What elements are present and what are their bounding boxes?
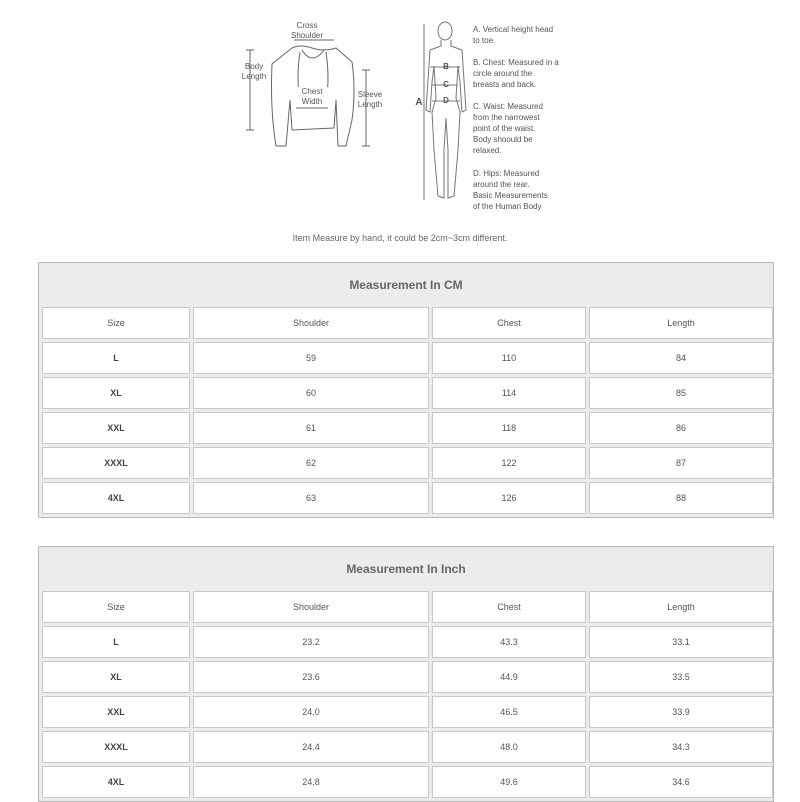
shoulder-cell: 24.8 <box>193 766 429 798</box>
measurement-note: Item Measure by hand, it could be 2cm~3cm different. <box>292 233 508 243</box>
table-row <box>42 661 773 693</box>
table-row <box>42 412 773 444</box>
shoulder-cell: 23.6 <box>193 661 429 693</box>
chest-cell: 49.6 <box>432 766 586 798</box>
header-size: Size <box>42 591 190 623</box>
length-cell: 84 <box>589 342 773 374</box>
size-cell: 4XL <box>42 766 190 798</box>
table-title: Measurement In Inch <box>39 547 773 591</box>
shoulder-cell: 62 <box>193 447 429 479</box>
table-row <box>42 447 773 479</box>
length-cell: 88 <box>589 482 773 514</box>
shoulder-cell: 59 <box>193 342 429 374</box>
size-cell: XXXL <box>42 731 190 763</box>
table-row <box>42 696 773 728</box>
measurement-diagram <box>0 0 800 250</box>
cross-shoulder-label: Cross Shoulder <box>290 21 324 40</box>
chest-cell: 110 <box>432 342 586 374</box>
chest-cell: 46.5 <box>432 696 586 728</box>
header-length: Length <box>589 307 773 339</box>
table-row <box>42 626 773 658</box>
size-cell: L <box>42 342 190 374</box>
chest-cell: 48.0 <box>432 731 586 763</box>
table-row <box>42 342 773 374</box>
table-row <box>42 482 773 514</box>
chest-cell: 114 <box>432 377 586 409</box>
body-length-label: Body Length <box>241 62 267 81</box>
shoulder-cell: 60 <box>193 377 429 409</box>
chest-cell: 118 <box>432 412 586 444</box>
size-cell: XL <box>42 661 190 693</box>
chest-cell: 43.3 <box>432 626 586 658</box>
chest-cell: 44.9 <box>432 661 586 693</box>
length-cell: 33.1 <box>589 626 773 658</box>
length-cell: 34.6 <box>589 766 773 798</box>
size-cell: XXL <box>42 412 190 444</box>
table-row <box>42 731 773 763</box>
shoulder-cell: 61 <box>193 412 429 444</box>
length-cell: 34.3 <box>589 731 773 763</box>
header-shoulder: Shoulder <box>193 591 429 623</box>
length-cell: 33.9 <box>589 696 773 728</box>
chest-width-label: Chest Width <box>296 87 328 107</box>
table-row <box>42 766 773 798</box>
length-cell: 86 <box>589 412 773 444</box>
legend-item-b: B. Chest: Measured in a circle around the breasts and back. <box>473 58 559 89</box>
marker-a: A <box>415 97 423 108</box>
marker-b: B <box>443 62 449 71</box>
header-size: Size <box>42 307 190 339</box>
size-cell: XXL <box>42 696 190 728</box>
size-cell: XL <box>42 377 190 409</box>
header-chest: Chest <box>432 591 586 623</box>
size-cell: L <box>42 626 190 658</box>
length-cell: 33.5 <box>589 661 773 693</box>
header-chest: Chest <box>432 307 586 339</box>
marker-c: C <box>443 80 449 89</box>
marker-d: D <box>443 96 449 105</box>
chest-cell: 126 <box>432 482 586 514</box>
table-row <box>42 377 773 409</box>
length-cell: 87 <box>589 447 773 479</box>
garment-sketch <box>0 0 800 250</box>
legend-item-d: D. Hips: Measured around the rear. Basic Measurements of the Human Body <box>473 169 548 211</box>
shoulder-cell: 24.0 <box>193 696 429 728</box>
size-cell: XXXL <box>42 447 190 479</box>
shoulder-cell: 23.2 <box>193 626 429 658</box>
header-shoulder: Shoulder <box>193 307 429 339</box>
sleeve-length-label: Sleeve Length <box>357 90 383 109</box>
legend-item-a: A. Vertical height head to toe. <box>473 25 554 45</box>
table-header-row <box>42 307 773 339</box>
table-header-row <box>42 591 773 623</box>
size-table-inch <box>38 546 774 802</box>
shoulder-cell: 24.4 <box>193 731 429 763</box>
length-cell: 85 <box>589 377 773 409</box>
size-cell: 4XL <box>42 482 190 514</box>
legend-item-c: C. Waist: Measured from the narrowest point of the waist. Body shoould be relaxed. <box>473 102 543 155</box>
size-table-cm <box>38 262 774 518</box>
table-title: Measurement In CM <box>39 263 773 307</box>
shoulder-cell: 63 <box>193 482 429 514</box>
chest-cell: 122 <box>432 447 586 479</box>
header-length: Length <box>589 591 773 623</box>
